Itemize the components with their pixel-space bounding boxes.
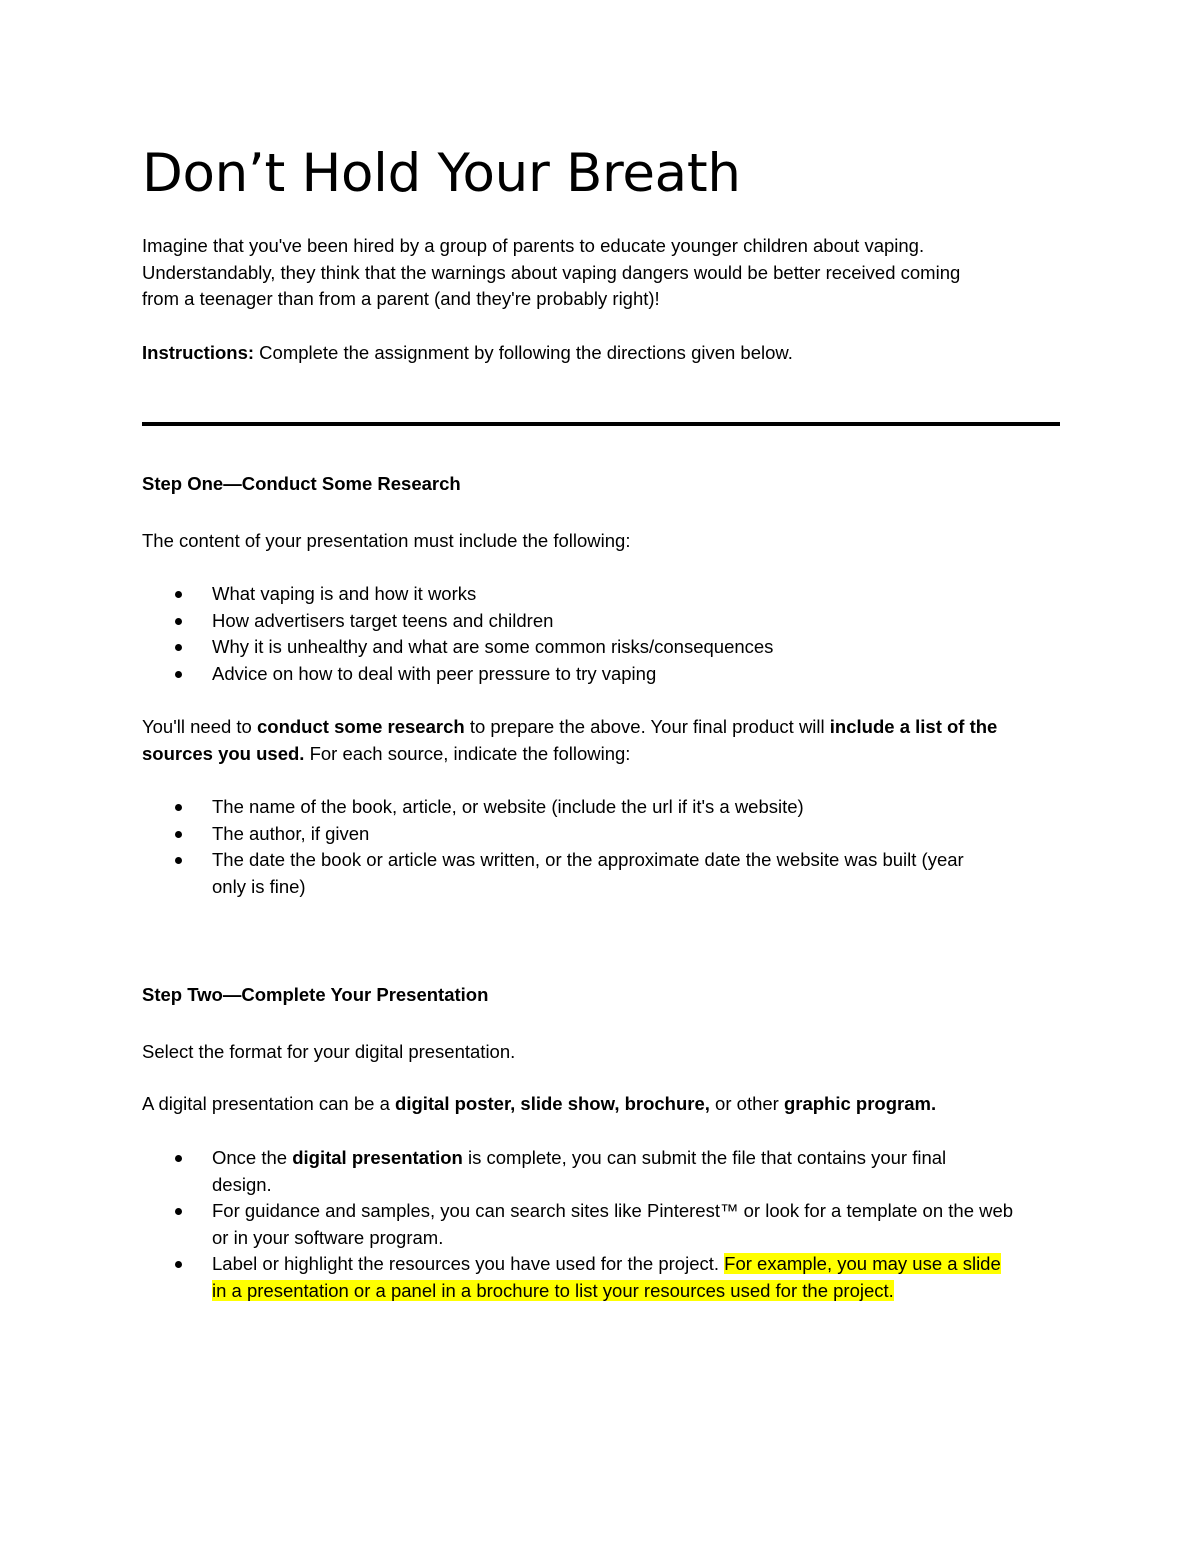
bullet-icon: [175, 644, 182, 651]
bullet-icon: [175, 831, 182, 838]
bullet-icon: [175, 1155, 182, 1162]
research-bold: include a list of the: [829, 716, 998, 737]
bullet-icon: [175, 618, 182, 625]
step-two-lead: Select the format for your digital presentation.: [142, 1041, 516, 1062]
bullet-icon: [175, 671, 182, 678]
research-text: For each source, indicate the following:: [304, 742, 631, 764]
list-item-text: For guidance and samples, you can search sites like Pinterest™ or look for a template on the web: [212, 1200, 1014, 1221]
research-text: You'll need to: [142, 716, 257, 737]
list-item-text: Why it is unhealthy and what are some common risks/consequences: [212, 636, 774, 657]
bullet-icon: [175, 804, 182, 811]
document-title: Don’t Hold Your Breath: [142, 143, 741, 204]
research-line: [142, 714, 1060, 741]
research-line: [142, 741, 1060, 768]
format-text: A digital presentation can be a: [142, 1093, 396, 1114]
list-item-text: is complete, you can submit the file that contains your final: [462, 1147, 947, 1168]
list-item-text: Once the: [212, 1147, 293, 1168]
step-two-heading-text: Step Two—Complete Your Presentation: [142, 984, 489, 1005]
step-one-heading: [142, 471, 1060, 498]
list-item: [142, 1251, 1060, 1304]
bullet-icon: [175, 1208, 182, 1215]
bullet-icon: [175, 1261, 182, 1268]
list-item-bold: digital presentation: [292, 1147, 463, 1168]
instructions-text: Complete the assignment by following the directions given below.: [254, 342, 793, 363]
source-details-list: [142, 794, 1060, 900]
list-item: [142, 634, 1060, 661]
list-item: [142, 661, 1060, 688]
bullet-icon: [175, 857, 182, 864]
intro-line: from a teenager than from a parent (and they're probably right)!: [142, 288, 660, 309]
list-item: [142, 1145, 1060, 1198]
step-one-lead: The content of your presentation must include the following:: [142, 530, 631, 551]
content-requirements-list: [142, 581, 1060, 687]
list-item: [142, 794, 1060, 821]
instructions-label: Instructions:: [142, 342, 255, 363]
list-item-text: The date the book or article was written, or the approximate date the website was built (year: [212, 849, 964, 870]
horizontal-divider: [142, 422, 1060, 426]
list-item-text: What vaping is and how it works: [212, 583, 477, 604]
presentation-guidance-list: [142, 1145, 1060, 1304]
research-paragraph: [142, 714, 1060, 767]
list-item-text: only is fine): [212, 875, 306, 897]
list-item-text: How advertisers target teens and children: [212, 609, 554, 631]
highlighted-text: For example, you may use a slide: [724, 1253, 1001, 1274]
list-item-text: Advice on how to deal with peer pressure to try vaping: [212, 662, 657, 684]
list-item-text: design.: [212, 1173, 272, 1195]
list-item-text: The author, if given: [212, 822, 370, 844]
list-item-text: The name of the book, article, or website (include the url if it's a website): [212, 796, 804, 817]
format-text: or other: [709, 1093, 784, 1114]
list-item: [142, 847, 1060, 900]
list-item: [142, 608, 1060, 635]
intro-line: Imagine that you've been hired by a group of parents to educate younger children about vaping.: [142, 235, 925, 256]
research-bold: sources you used.: [142, 742, 305, 764]
intro-line: Understandably, they think that the warnings about vaping dangers would be better received coming: [142, 261, 961, 283]
list-item: [142, 821, 1060, 848]
list-item-text: Label or highlight the resources you have used for the project.: [212, 1253, 725, 1274]
instructions-paragraph: [142, 340, 1060, 367]
highlighted-text: in a presentation or a panel in a brochure to list your resources used for the project.: [212, 1279, 894, 1301]
format-paragraph: [142, 1091, 1060, 1118]
format-bold: graphic program.: [783, 1093, 937, 1114]
research-text: to prepare the above. Your final product will: [464, 716, 830, 737]
list-item: [142, 1198, 1060, 1251]
format-bold: digital poster, slide show, brochure,: [395, 1093, 710, 1114]
list-item: [142, 581, 1060, 608]
step-two-heading: [142, 982, 1060, 1009]
bullet-icon: [175, 591, 182, 598]
research-bold: conduct some research: [256, 716, 465, 737]
intro-paragraph: [142, 233, 1060, 313]
step-one-heading-text: Step One—Conduct Some Research: [142, 473, 461, 494]
list-item-text: or in your software program.: [212, 1226, 444, 1248]
